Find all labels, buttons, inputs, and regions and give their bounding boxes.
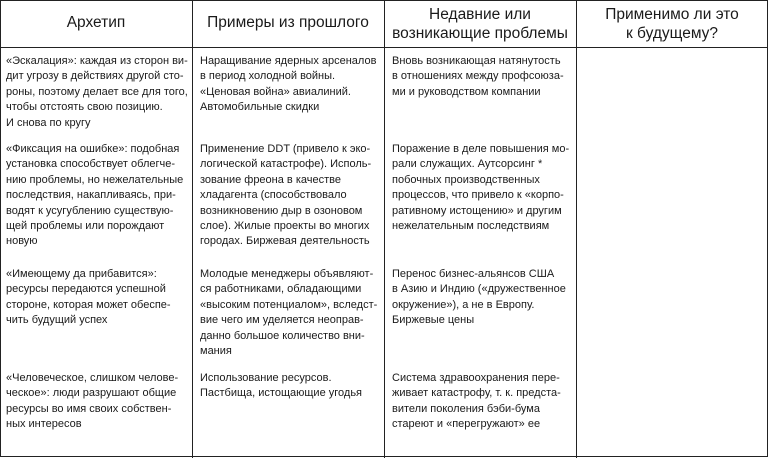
header-divider [0, 47, 768, 48]
cell-archetype-fixes-that-fail: «Фиксация на ошибке»: подобная установка способствует облегче- нию проблемы, но нежелательные последствия, накапливаясь, при- водят к усугублению существую- щей проблемы или порождают новую [6, 143, 184, 248]
cell-archetype-success-to-successful: «Имеющему да прибавится»: ресурсы передаются успешной стороне, которая может обеспе- чить будущий успех [6, 268, 171, 327]
cell-past-escalation: Наращивание ядерных арсеналов в период холодной войны. «Ценовая война» авиалиний. Автомобильные скидки [200, 55, 377, 114]
header-past-examples: Примеры из прошлого [207, 14, 369, 31]
cell-past-fixes-that-fail: Применение DDT (привело к эко- логической катастрофе). Исполь- зование фреона в качестве хладагента (способствовало возникновению дыр в озоновом слое). Жилые проекты во многих городах. Биржевая деятельность [200, 143, 372, 248]
cell-recent-escalation: Вновь возникающая натянутость в отношениях между профсоюза- ми и руководством компании [392, 55, 564, 98]
column-divider [384, 0, 385, 458]
column-divider [576, 0, 577, 458]
column-divider [192, 0, 193, 458]
header-archetype: Архетип [66, 14, 126, 31]
cell-recent-fixes-that-fail: Поражение в деле повышения мо- рали служащих. Аутсорсинг * побочных производственных процессов, что привело к «корпо- ративному истощению» и другим нежелательным последствиям [392, 143, 570, 233]
header-recent-problems: Недавние или возникающие проблемы [392, 6, 568, 42]
cell-archetype-escalation: «Эскалация»: каждая из сторон ви- дит угрозу в действиях другой сто- роны, поэтому делает все для того, чтобы отстоять свою позицию. И снова по кругу [6, 55, 188, 129]
cell-past-tragedy-of-commons: Использование ресурсов. Пастбища, истощающие угодья [200, 372, 363, 400]
header-future-applicability: Применимо ли это к будущему? [605, 6, 739, 42]
cell-recent-tragedy-of-commons: Система здравоохранения пере- живает катастрофу, т. к. предста- вители поколения бэби-бума стареют и «перегружают» ее [392, 372, 561, 431]
cell-past-success-to-successful: Молодые менеджеры объявляют- ся работниками, обладающими «высоким потенциалом», вследст- вие чего им уделяется неоправ- данно большое количество вни- мания [200, 268, 378, 358]
cell-archetype-tragedy-of-commons: «Человеческое, слишком челове- ческое»: люди разрушают общие ресурсы во имя своих собствен- ных интересов [6, 372, 179, 431]
cell-recent-success-to-successful: Перенос бизнес-альянсов США в Азию и Индию («дружественное окружение»), а не в Европу. Биржевые цены [392, 268, 566, 327]
